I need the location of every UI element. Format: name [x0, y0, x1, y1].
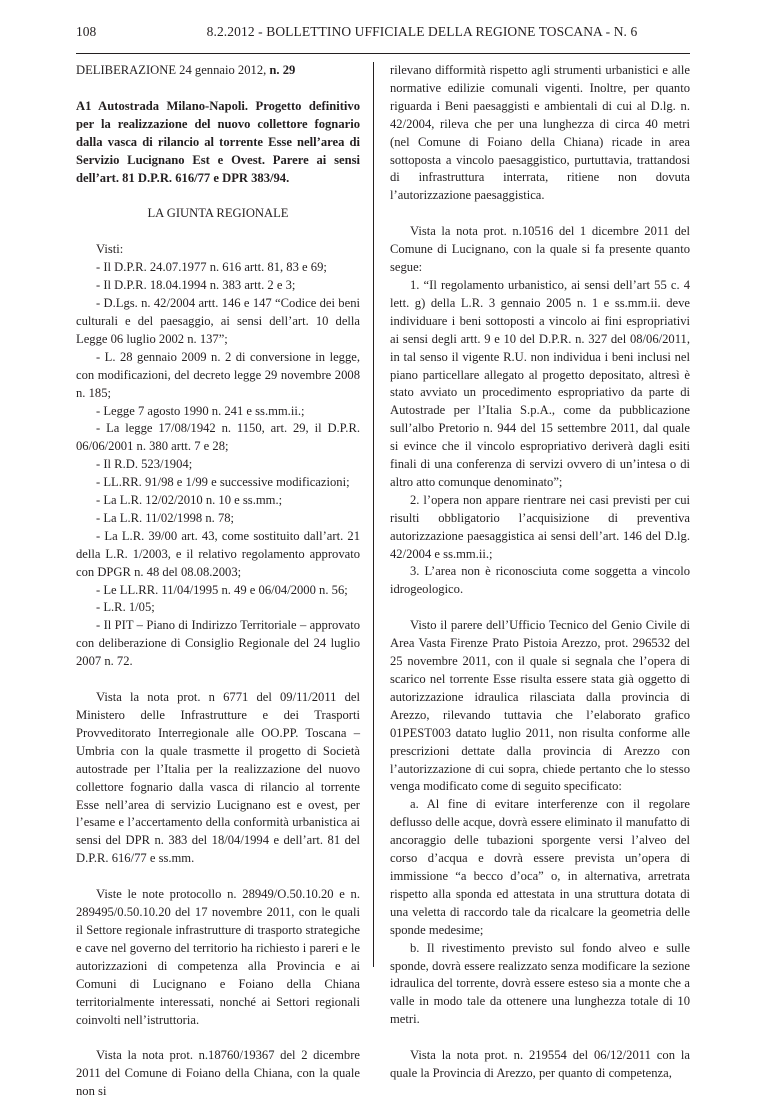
paragraph-foiano-continued: rilevano difformità rispetto agli strumenti urbanistici e alle normative edilizie comunali vigenti. Inoltre, per quanto riguarda i Beni paesaggisti e ambientali di cui al D.lg. n. 42/2004, rileva che per una lunghezza di circa 40 metri (nel Comune di Foiano della Chiana) ricade in area sottoposta a vincolo paesaggistico, purtuttavia, trattandosi di infrastruttura interrata, ritiene non dovuta l’autorizzazione paesaggistica.: [390, 63, 690, 203]
legal-reference: - La L.R. 11/02/1998 n. 78;: [96, 510, 235, 525]
deliberation-number: n. 29: [269, 63, 296, 77]
lettered-item: b. Il rivestimento previsto sul fondo alveo e sulle sponde, dovrà essere realizzato senza modificare la sezione idraulica del torrente, dovrà essere esteso sia a monte che a valle in modo tale da ottenere una lunghezza totale di 10 metri.: [390, 940, 690, 1027]
visti-label: Visti:: [96, 242, 124, 257]
numbered-item: 1. “Il regolamento urbanistico, ai sensi dell’art 55 c. 4 lett. g) della L.R. 3 gennaio 2005 n. 1 e ss.mm.ii. deve individuare i beni sottoposti a vincolo ai fini espropriativi ai sensi degli artt. 9 e 10 del D.P.R. n. 327 del 08/06/2011, in tal senso il vigente R.U. non individua i beni inclusi nel piano particellare allegato al progetto depositato, altresì è stato avviato un procedimento espropriativo da parte di Autostrade per l’Italia S.p.A., come da pubblicazione sull’albo Pretorio n. 944 del 15 settembre 2011, dal quale si evince che il vincolo espropriativo deriverà dagli esiti finali di una conferenza di servizi ovvero di un’intesa o di altro atto comunque denominato”;: [390, 277, 690, 489]
paragraph-genio-civile: Visto il parere dell’Ufficio Tecnico del Genio Civile di Area Vasta Firenze Prato Pistoia Arezzo, prot. 296532 del 25 novembre 2011, con il quale si segnala che l’opera di scarico nel torrente Esse risulta essere stata già oggetto di autorizzazione idraulica rilasciata dalla provincia di Arezzo, rilevando tuttavia che l’elaborato grafico 01PEST003 datato luglio 2011, non risulta conforme alle prescrizioni dettate dalla provincia di Arezzo con l’autorizzazione di cui sopra, chiede pertanto che lo stesso venga modificato come di seguito specificato:: [390, 618, 690, 794]
legal-reference: - Il R.D. 523/1904;: [96, 457, 193, 472]
legal-reference: - Legge 7 agosto 1990 n. 241 e ss.mm.ii.;: [96, 403, 305, 418]
deliberation-date: DELIBERAZIONE 24 gennaio 2012,: [76, 63, 270, 77]
legal-reference: - Il PIT – Piano di Indirizzo Territoriale – approvato con deliberazione di Consiglio Regionale del 24 luglio 2007 n. 72.: [76, 618, 360, 669]
legal-reference: - Il D.P.R. 24.07.1977 n. 616 artt. 81, 83 e 69;: [96, 260, 327, 275]
numbered-item: 2. l’opera non appare rientrare nei casi previsti per cui risulti obbligatorio l’acquisizione di preventiva autorizzazione paesaggistica ai sensi dell’art. 146 del D.lg. 42/2004 e ss.mm.ii.;: [390, 492, 690, 561]
lettered-item: a. Al fine di evitare interferenze con il regolare deflusso delle acque, dovrà essere eliminato il manufatto di ancoraggio delle tubazioni sporgente versi l’alveo del corso d’acqua e dovrà essere prevista un’opera di immissione “a becco d’oca” o, in alternativa, arretrata rispetto alla sponda ed attestata in una struttura dotata di una veletta di raccordo tale da ricalcare la geometria delle sponde medesime;: [390, 797, 690, 937]
legal-reference: - Le LL.RR. 11/04/1995 n. 49 e 06/04/2000 n. 56;: [96, 582, 348, 597]
paragraph-provincia-note: Vista la nota prot. n. 219554 del 06/12/2011 con la quale la Provincia di Arezzo, per quanto di competenza,: [390, 1048, 690, 1081]
numbered-item: 3. L’area non è riconosciuta come soggetta a vincolo idrogeologico.: [390, 564, 690, 597]
paragraph-ministry-note: Vista la nota prot. n 6771 del 09/11/2011 del Ministero delle Infrastrutture e dei Trasporti Provveditorato Interregionale alle OO.PP. Toscana – Umbria con la quale trasmette il progetto di Società autostrade per l’Italia per la realizzazione del nuovo collettore fognario dalla vasca di rilancio al torrente Esse nell’area di servizio Lucignano est e ovest, per l’esame e l’accertamento della conformità urbanistica ai sensi del DPR n. 383 del 18/04/1994 e dell’art. 81 del D.P.R. 616/77 e ss.mm.: [76, 690, 360, 866]
deliberation-heading: [76, 62, 360, 80]
legal-reference: - D.Lgs. n. 42/2004 artt. 146 e 147 “Codice dei beni culturali e del paesaggio, ai sensi dell’art. 10 della Legge 06 luglio 2002 n. 137”;: [76, 296, 360, 346]
paragraph-lucignano-note: Vista la nota prot. n.10516 del 1 dicembre 2011 del Comune di Lucignano, con la quale si fa presente quanto segue:: [390, 224, 690, 275]
issuing-body: LA GIUNTA REGIONALE: [147, 206, 289, 221]
legal-reference: - LL.RR. 91/98 e 1/99 e successive modificazioni;: [96, 475, 350, 490]
left-column: [76, 62, 360, 1101]
paragraph-regional-notes: Viste le note protocollo n. 28949/O.50.10.20 e n. 289495/0.50.10.20 del 17 novembre 2011, con le quali il Settore regionale infrastrutture di trasporto strategiche e cave nel governo del territorio ha richiesto i pareri e le autorizzazioni di competenza alla Provincia e ai Comuni di Lucignano e Foiano della Chiana territorialmente interessati, nonché ai Settori regionali coinvolti nell’istruttoria.: [76, 887, 360, 1027]
legal-reference: - Il D.P.R. 18.04.1994 n. 383 artt. 2 e 3;: [96, 278, 296, 293]
column-divider: [373, 62, 374, 967]
header-rule: [76, 53, 690, 54]
legal-reference: - La L.R. 12/02/2010 n. 10 e ss.mm.;: [96, 493, 283, 508]
page-number: 108: [76, 24, 97, 39]
deliberation-title: A1 Autostrada Milano-Napoli. Progetto definitivo per la realizzazione del nuovo collettore fognario dalla vasca di rilancio al torrente Esse nell’area di Servizio Lucignano Est e Ovest. Parere ai sensi dell’art. 81 D.P.R. 616/77 e DPR 383/94.: [76, 98, 360, 185]
page-header: [76, 24, 690, 46]
legal-reference: - L. 28 gennaio 2009 n. 2 di conversione in legge, con modificazioni, del decreto legge 29 novembre 2008 n. 185;: [76, 349, 360, 400]
legal-reference: - La legge 17/08/1942 n. 1150, art. 29, il D.P.R. 06/06/2001 n. 380 artt. 7 e 28;: [76, 421, 360, 454]
legal-reference: - L.R. 1/05;: [96, 600, 155, 615]
running-title: 8.2.2012 - BOLLETTINO UFFICIALE DELLA REGIONE TOSCANA - N. 6: [206, 24, 638, 39]
legal-reference: - La L.R. 39/00 art. 43, come sostituito dall’art. 21 della L.R. 1/2003, e il relativo regolamento approvato con DPGR n. 48 del 08.08.2003;: [76, 528, 360, 579]
paragraph-foiano-note: Vista la nota prot. n.18760/19367 del 2 dicembre 2011 del Comune di Foiano della Chiana, con la quale non si: [76, 1048, 360, 1099]
right-column: [390, 62, 690, 1083]
